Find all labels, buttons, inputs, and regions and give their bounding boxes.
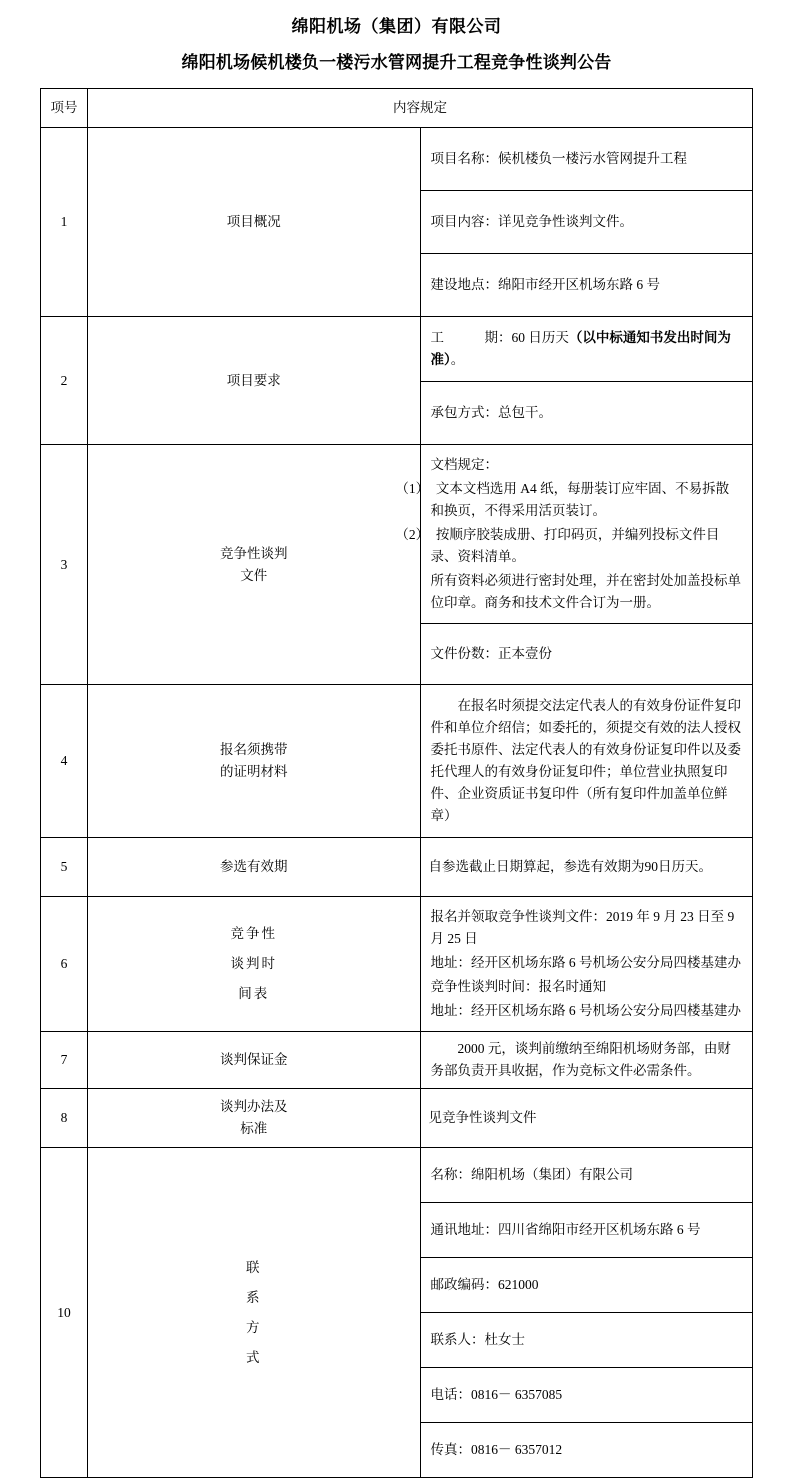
row-num: 4 [41, 685, 88, 838]
contact-line: 名称：绵阳机场（集团）有限公司 [421, 1148, 753, 1203]
announcement-table [40, 88, 753, 1478]
content-line: 承包方式：总包干。 [430, 405, 552, 420]
contact-line: 传真：0816－ 6357012 [430, 1442, 563, 1457]
content-text: 工 期：60 日历天 [430, 330, 569, 345]
table-row [41, 1148, 753, 1478]
content-line: 建设地点：绵阳市经开区机场东路 6 号 [430, 277, 660, 292]
row-num: 2 [41, 317, 88, 445]
content-line: 所有资料必须进行密封处理，并在密封处加盖投标单位印章。商务和技术文件合订为一册。 [430, 573, 741, 610]
row-content: 2000 元，谈判前缴纳至绵阳机场财务部，由财务部负责开具收据，作为竞标文件必需条件。 [420, 1032, 753, 1089]
row-num: 1 [41, 128, 88, 317]
row-content: 自参选截止日期算起，参选有效期为90日历天。 [420, 838, 753, 897]
content-line: 文件份数：正本壹份 [430, 646, 552, 661]
page-title: 绵阳机场（集团）有限公司 [291, 17, 502, 36]
row-item-label: 项目要求 [88, 317, 421, 445]
row-num: 3 [41, 445, 88, 685]
row-item-label: 谈判保证金 [88, 1032, 421, 1089]
content-line: 文档规定： [430, 457, 498, 472]
content-line: 项目名称：候机楼负一楼污水管网提升工程 [421, 128, 753, 191]
content-line: 竞争性谈判时间：报名时通知 [430, 979, 606, 994]
table-row [41, 128, 753, 317]
content-block [395, 445, 753, 624]
row-item-label-text: 联 系 方 式 [246, 1259, 262, 1365]
row-content [420, 317, 753, 445]
contact-line: 电话：0816－ 6357085 [421, 1368, 753, 1423]
content-line: 地址：经开区机场东路 6 号机场公安分局四楼基建办 [430, 955, 741, 970]
row-content: 在报名时须提交法定代表人的有效身份证件复印件和单位介绍信；如委托的，须提交有效的法人授权委托书原件、法定代表人的有效身份证复印件以及委托代理人的有效身份证复印件；单位营业执照复印件、企业资质证书复印件（所有复印件加盖单位鲜章） [420, 685, 753, 838]
row-num: 10 [41, 1148, 88, 1478]
row-num: 6 [41, 897, 88, 1032]
row-item-label: 报名须携带 的证明材料 [88, 685, 421, 838]
table-row [41, 1089, 753, 1148]
table-row [41, 838, 753, 897]
table-row [41, 445, 753, 685]
row-item-label [88, 897, 421, 1032]
table-row [41, 685, 753, 838]
header-num: 项号 [41, 89, 88, 128]
page-subtitle: 绵阳机场候机楼负一楼污水管网提升工程竞争性谈判公告 [181, 53, 612, 72]
table-row [41, 897, 753, 1032]
row-content [420, 128, 753, 317]
content-line: 报名并领取竞争性谈判文件：2019 年 9 月 23 日至 9 月 25 日 [430, 909, 735, 946]
content-line: （1） 文本文档选用 A4 纸，每册装订应牢固、不易拆散和换页，不得采用活页装订。 [395, 481, 730, 518]
content-line: 项目内容：详见竞争性谈判文件。 [421, 191, 753, 254]
content-line: 地址：经开区机场东路 6 号机场公安分局四楼基建办 [430, 1003, 741, 1018]
table-row [41, 1032, 753, 1089]
row-item-label-text: 竞争性 谈判时 间表 [230, 926, 277, 1001]
contact-line: 联系人：杜女士 [421, 1313, 753, 1368]
row-content: 见竞争性谈判文件 [420, 1089, 753, 1148]
row-num: 5 [41, 838, 88, 897]
content-line [421, 317, 753, 382]
row-item-label-text: 竞争性谈判 文件 [220, 545, 288, 583]
row-item-label: 谈判办法及 标准 [88, 1089, 421, 1148]
row-item-label: 参选有效期 [88, 838, 421, 897]
table-row [41, 317, 753, 445]
row-item-label [88, 1148, 421, 1478]
contact-line: 邮政编码：621000 [421, 1258, 753, 1313]
row-num: 7 [41, 1032, 88, 1089]
row-item-label [88, 445, 421, 685]
row-content [420, 1148, 753, 1478]
content-text-tail: 。 [450, 352, 465, 367]
header-content: 内容规定 [88, 89, 753, 128]
row-item-label: 项目概况 [88, 128, 421, 317]
row-num: 8 [41, 1089, 88, 1148]
table-header-row [41, 89, 753, 128]
contact-line: 通讯地址：四川省绵阳市经开区机场东路 6 号 [421, 1203, 753, 1258]
row-content [420, 897, 753, 1032]
row-content [395, 445, 753, 685]
content-emphasis: （以中标通知书发出时间为准） [430, 330, 731, 367]
content-line: （2） 按顺序胶装成册、打印码页，并编列投标文件目录、资料清单。 [395, 527, 720, 564]
